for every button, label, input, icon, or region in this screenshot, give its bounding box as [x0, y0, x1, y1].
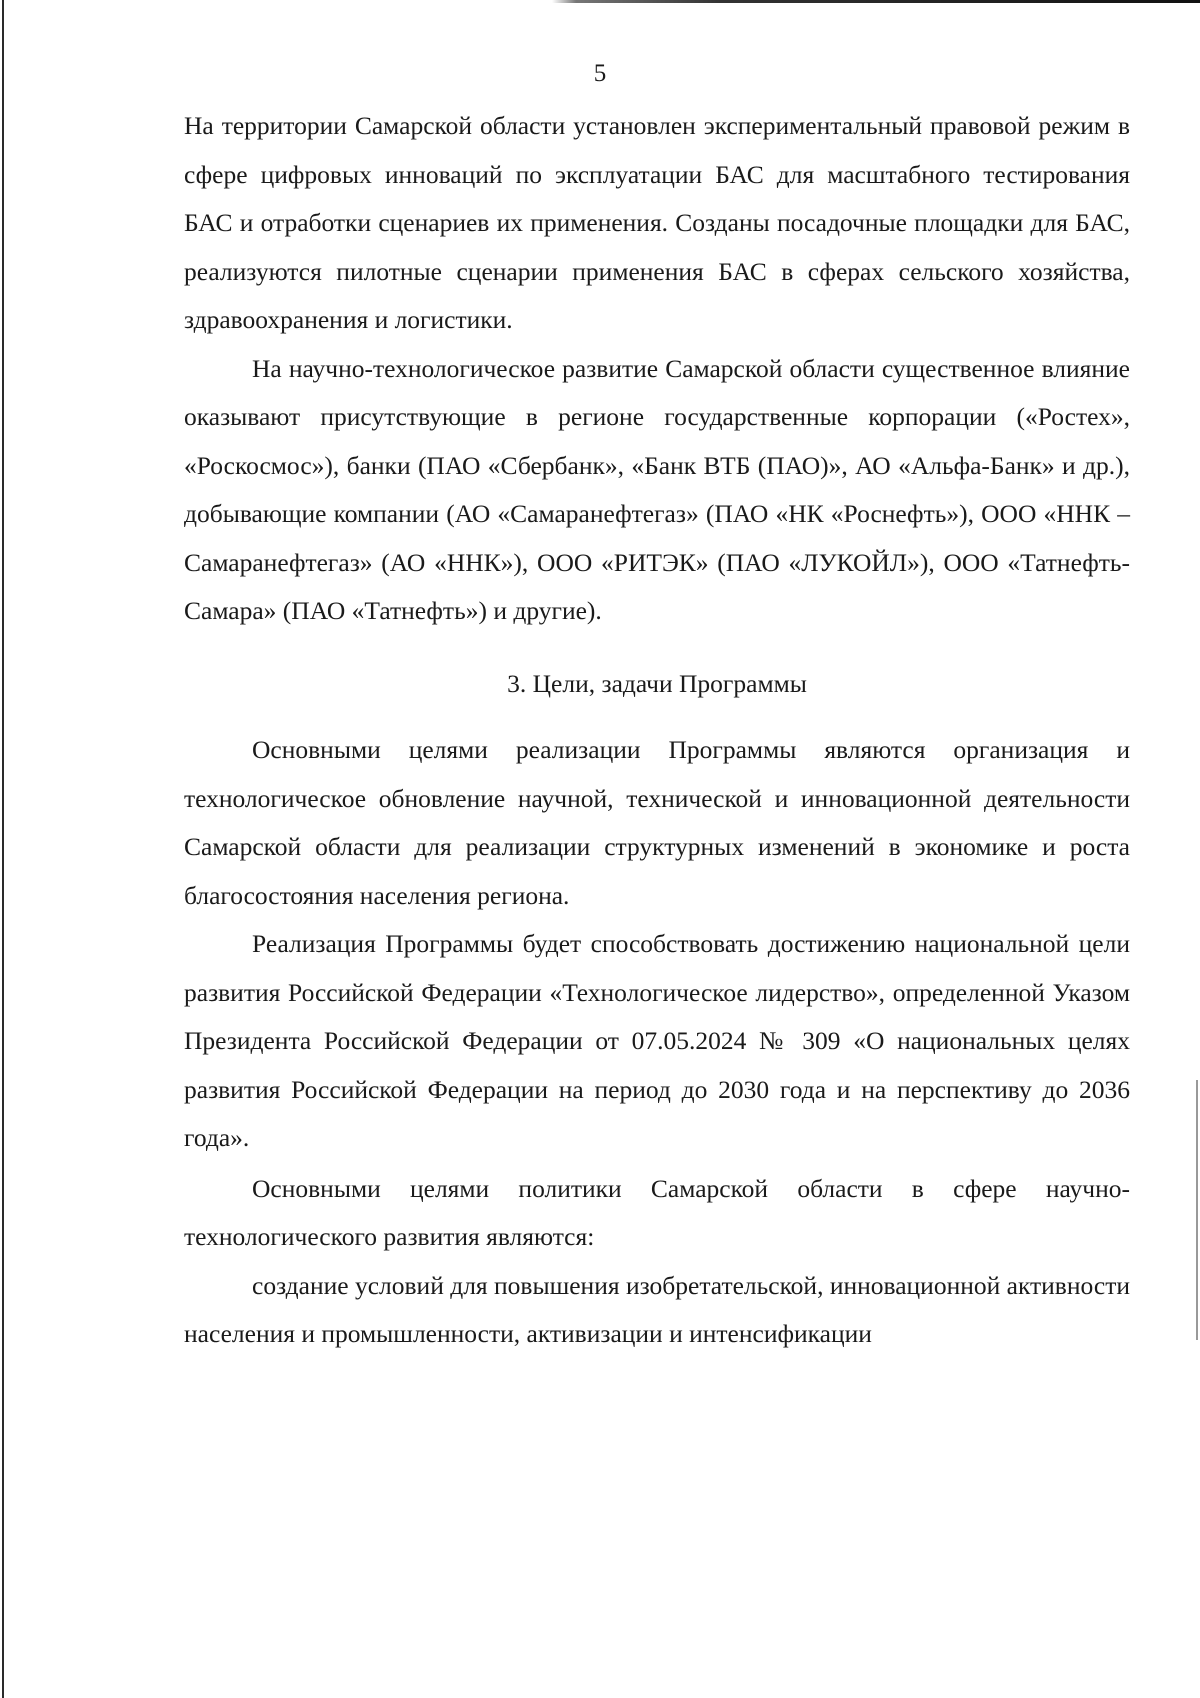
document-body [184, 102, 1130, 1359]
scan-edge-left [2, 0, 4, 1698]
paragraph-program-goals: Основными целями реализации Программы являются организация и технологическое обновление научной, технической и инновационной деятельности Самарской области для реализации структурных изменений в экономике и роста благосостояния населения региона. [184, 735, 1130, 910]
section-heading: 3. Цели, задачи Программы [507, 668, 807, 698]
paragraph-bas-regime: На территории Самарской области установлен экспериментальный правовой режим в сфере цифровых инноваций по эксплуатации БАС для масштабного тестирования БАС и отработки сценариев их применения. Созданы посадочные площадки для БАС, реализуются пилотные сценарии применения БАС в сферах сельского хозяйства, здравоохранения и логистики. [184, 111, 1130, 334]
page-number: 5 [593, 60, 607, 87]
paragraph-conditions: создание условий для повышения изобретательской, инновационной активности населения и промышленности, активизации и интенсификации [184, 1270, 1130, 1348]
paragraph-national-goal: Реализация Программы будет способствовать достижению национальной цели развития Российской Федерации «Технологическое лидерство», определенной Указом Президента Российской Федерации от 07.05.2024 № 309 «О национальных целях развития Российской Федерации на период до 2030 года и на перспективу до 2036 года». [184, 929, 1130, 1152]
scan-edge-top [0, 0, 1200, 3]
paragraph-policy-goals: Основными целями политики Самарской области в сфере научно-технологического развития являются: [184, 1173, 1130, 1251]
scan-edge-right [1196, 1080, 1198, 1340]
paragraph-corporations: На научно-технологическое развитие Самарской области существенное влияние оказывают присутствующие в регионе государственные корпорации («Ростех», «Роскосмос»), банки (ПАО «Сбербанк», «Банк ВТБ (ПАО)», АО «Альфа-Банк» и др.), добывающие компании (АО «Самаранефтегаз» (ПАО «НК «Роснефть»), ООО «ННК – Самаранефтегаз» (АО «ННК»), ООО «РИТЭК» (ПАО «ЛУКОЙЛ»), ООО «Татнефть-Самара» (ПАО «Татнефть») и другие). [184, 353, 1130, 625]
